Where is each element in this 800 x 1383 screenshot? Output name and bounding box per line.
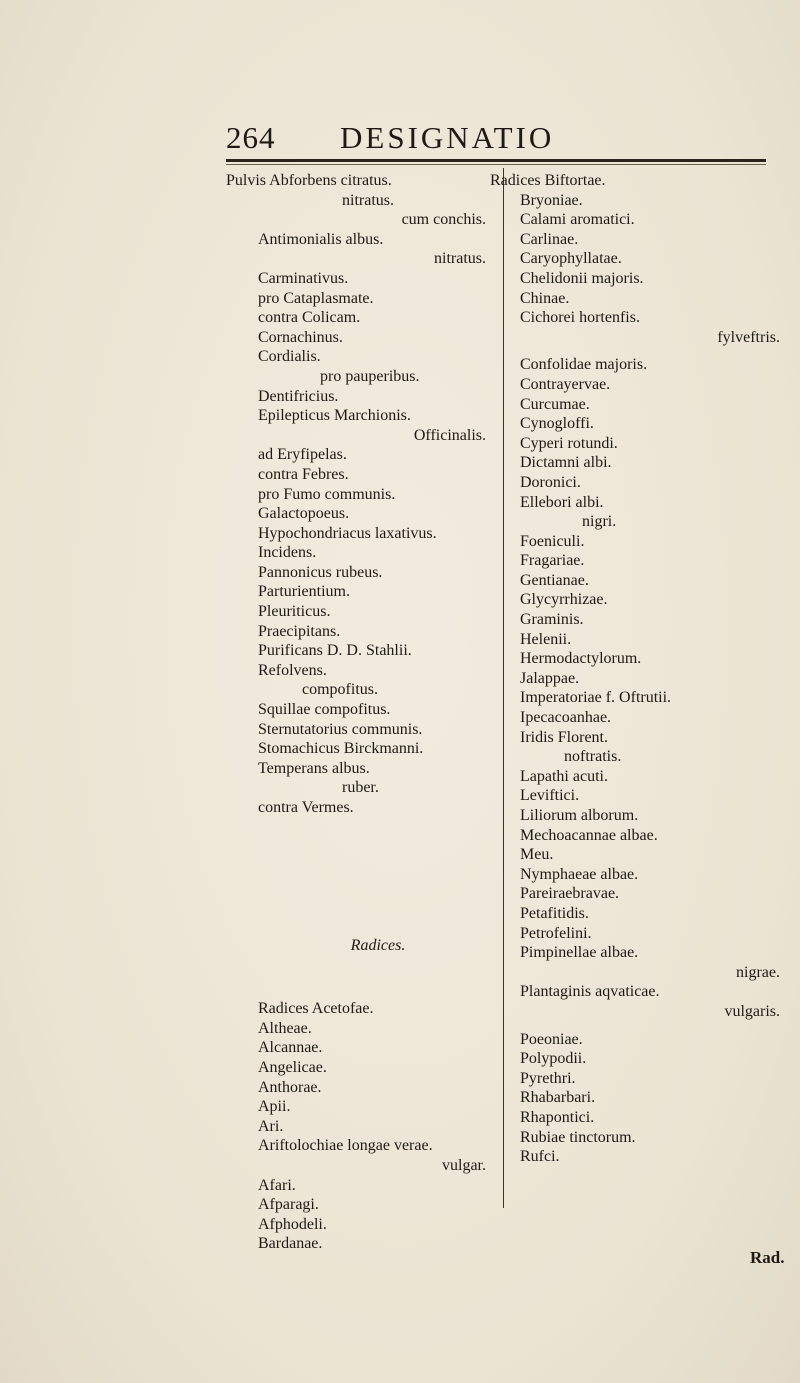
page-number: 264: [226, 120, 276, 155]
list-item: Temperans albus.: [258, 759, 370, 777]
list-item: compofitus.: [302, 681, 378, 699]
list-item: Ipecacoanhae.: [520, 709, 612, 727]
list-item: Chinae.: [520, 289, 570, 307]
list-item: Carminativus.: [258, 269, 349, 287]
list-item: pro pauperibus.: [320, 367, 420, 385]
list-item: Imperatoriae f. Oftrutii.: [520, 689, 672, 707]
list-item: Sternutatorius communis.: [258, 720, 423, 738]
list-item: Cynogloffi.: [520, 415, 594, 433]
list-item: Dentifricius.: [258, 387, 339, 405]
list-item: Afphodeli.: [258, 1215, 327, 1233]
list-item: cum conchis.: [401, 211, 486, 229]
list-item: Parturientium.: [258, 583, 350, 601]
list-item: Epilepticus Marchionis.: [258, 407, 411, 425]
list-item: Cordialis.: [258, 348, 321, 366]
list-item: Calami aromatici.: [520, 211, 635, 229]
list-item: Confolidae majoris.: [520, 356, 648, 374]
list-item: Purificans D. D. Stahlii.: [258, 642, 412, 660]
list-item: Praecipitans.: [258, 622, 341, 640]
list-item: pro Fumo communis.: [258, 485, 396, 503]
list-item: Ariftolochiae longae verae.: [258, 1137, 433, 1155]
list-item: Contrayervae.: [520, 375, 611, 393]
list-item: Gentianae.: [520, 571, 589, 589]
list-item: Nymphaeae albae.: [520, 865, 639, 883]
list-item: Alcannae.: [258, 1039, 323, 1057]
list-item: Stomachicus Birckmanni.: [258, 740, 424, 758]
list-item: Pimpinellae albae.: [520, 944, 639, 962]
list-item: Mechoacannae albae.: [520, 826, 658, 844]
list-item: Hypochondriacus laxativus.: [258, 524, 437, 542]
list-item: Poeoniae.: [520, 1030, 583, 1048]
list-item: Lapathi acuti.: [520, 767, 608, 785]
list-item: Pleuriticus.: [258, 603, 331, 621]
list-item: Hermodactylorum.: [520, 650, 642, 668]
list-item: Curcumae.: [520, 395, 590, 413]
list-item: Chelidonii majoris.: [520, 269, 644, 287]
list-item: Afparagi.: [258, 1196, 319, 1214]
list-item: pro Cataplasmate.: [258, 289, 374, 307]
list-item: Galactopoeus.: [258, 505, 350, 523]
running-title: DESIGNATIO: [340, 120, 555, 155]
list-item: Foeniculi.: [520, 532, 585, 550]
list-item: Angelicae.: [258, 1058, 327, 1076]
list-item: nitratus.: [342, 191, 394, 209]
list-item: Leviftici.: [520, 787, 580, 805]
list-item: ad Eryfipelas.: [258, 446, 347, 464]
list-item: Squillae compofitus.: [258, 701, 391, 719]
list-item: Cichorei hortenfis.: [520, 309, 640, 327]
header-rule-thin: [226, 164, 766, 165]
list-item: Altheae.: [258, 1019, 312, 1037]
list-item: fylveftris.: [717, 328, 780, 346]
list-item: Rubiae tinctorum.: [520, 1128, 636, 1146]
list-item: Doronici.: [520, 473, 581, 491]
list-item: contra Febres.: [258, 465, 349, 483]
list-item: nigri.: [582, 513, 617, 531]
list-item: Cyperi rotundi.: [520, 434, 618, 452]
catchword: Rad.: [750, 1248, 785, 1267]
list-item: Ari.: [258, 1117, 284, 1135]
left-entry-list: [226, 171, 486, 818]
list-item: Graminis.: [520, 611, 584, 629]
list-item: Liliorum alborum.: [520, 807, 639, 824]
left-column: [226, 171, 486, 1254]
list-item: Fragariae.: [520, 552, 585, 570]
list-item: Rhapontici.: [520, 1108, 595, 1126]
list-item: Antimonialis albus.: [258, 230, 384, 248]
list-item: vulgaris.: [724, 1002, 780, 1020]
list-item: Glycyrrhizae.: [520, 591, 608, 609]
list-item: Cornachinus.: [258, 328, 343, 346]
right-column: [490, 171, 780, 1167]
list-item: Officinalis.: [413, 426, 486, 444]
list-item: Incidens.: [258, 544, 317, 562]
list-item: Pulvis Abforbens citratus.: [226, 172, 392, 189]
list-item: Apii.: [258, 1098, 291, 1116]
list-item: Radices Acetofae.: [258, 1000, 374, 1018]
list-item: Afari.: [258, 1176, 296, 1194]
list-item: Meu.: [520, 846, 554, 864]
list-item: noftratis.: [564, 748, 622, 766]
list-item: Carlinae.: [520, 230, 579, 248]
list-item: Pareiraebravae.: [520, 885, 620, 903]
section-title-radices: Radices.: [350, 936, 406, 954]
list-item: Caryophyllatae.: [520, 250, 622, 268]
list-item: Ellebori albi.: [520, 493, 604, 511]
list-item: Radices Biftortae.: [490, 172, 606, 189]
left-entry-list-radices: [258, 999, 486, 1254]
list-item: nigrae.: [736, 963, 780, 981]
list-item: Petrofelini.: [520, 924, 592, 942]
list-item: Rufci.: [520, 1148, 560, 1166]
right-entry-list: [490, 171, 780, 1167]
list-item: Iridis Florent.: [520, 728, 608, 746]
header-rule: [226, 159, 766, 162]
list-item: contra Colicam.: [258, 309, 361, 327]
list-item: contra Vermes.: [258, 799, 354, 816]
list-item: Anthorae.: [258, 1078, 322, 1096]
list-item: Polypodii.: [520, 1050, 587, 1068]
list-item: Helenii.: [520, 630, 572, 648]
list-item: Petafitidis.: [520, 904, 589, 922]
list-item: vulgar.: [442, 1156, 486, 1174]
list-item: Dictamni albi.: [520, 454, 612, 472]
list-item: Pyrethri.: [520, 1069, 576, 1087]
entry-gap: [520, 1022, 780, 1030]
list-item: nitratus.: [434, 250, 486, 268]
list-item: Jalappae.: [520, 669, 580, 687]
list-item: Bryoniae.: [520, 191, 583, 209]
column-divider: [503, 168, 504, 1208]
list-item: Plantaginis aqvaticae.: [520, 983, 660, 1001]
list-item: Refolvens.: [258, 661, 327, 679]
entry-gap: [520, 347, 780, 355]
list-item: Pannonicus rubeus.: [258, 563, 383, 581]
list-item: ruber.: [342, 779, 379, 797]
list-item: Bardanae.: [258, 1235, 323, 1253]
list-item: Rhabarbari.: [520, 1089, 596, 1107]
